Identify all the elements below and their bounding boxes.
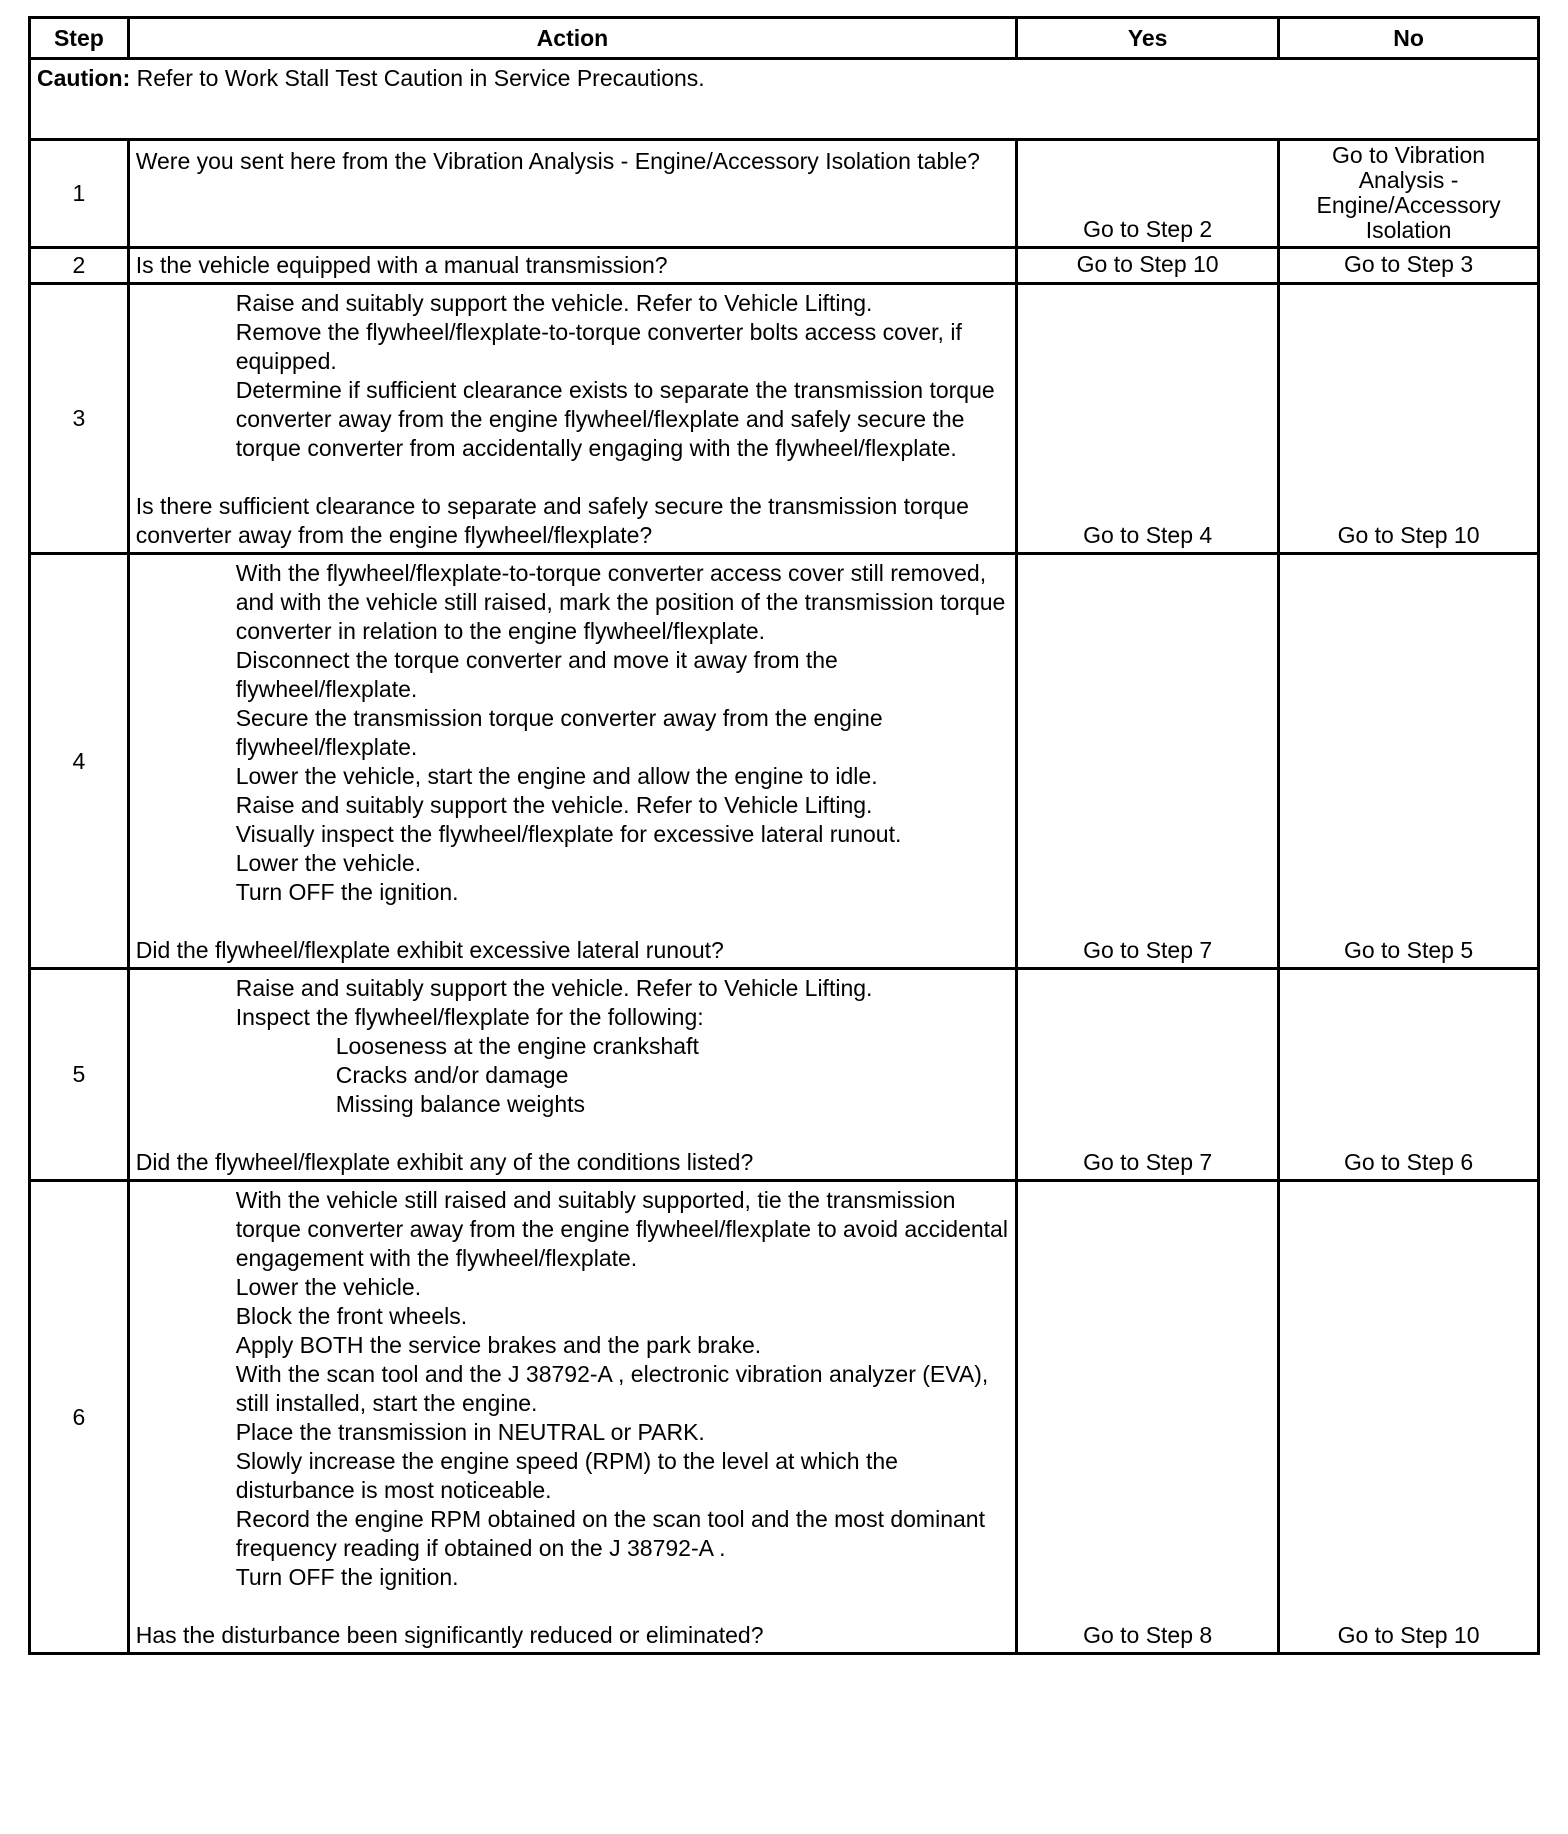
table-row (30, 284, 1539, 554)
instruction: Determine if sufficient clearance exists to separate the transmission torque converter away from the engine flywheel/flexplate and safely secure the torque converter from accidentally engaging with the flywheel/flexplate. (235, 377, 1002, 461)
header-no: No (1279, 18, 1539, 59)
no-link[interactable]: Go to Step 5 (1279, 554, 1539, 969)
step-number: 4 (30, 554, 129, 969)
step-number: 5 (30, 969, 129, 1181)
no-link[interactable]: Go to Step 3 (1279, 248, 1539, 284)
instruction: With the scan tool and the J 38792-A , electronic vibration analyzer (EVA), still installed, start the engine. (235, 1361, 995, 1416)
instruction: Lower the vehicle. (235, 1274, 422, 1300)
yes-link[interactable]: Go to Step 8 (1017, 1181, 1279, 1654)
instruction: Raise and suitably support the vehicle. Refer to Vehicle Lifting. (235, 975, 873, 1001)
instruction: Visually inspect the flywheel/flexplate for excessive lateral runout. (235, 821, 902, 847)
table-row (30, 140, 1539, 248)
header-yes: Yes (1017, 18, 1279, 59)
instruction: Apply BOTH the service brakes and the park brake. (235, 1332, 762, 1358)
caution-text: Refer to Work Stall Test Caution in Service Precautions. (130, 65, 705, 91)
no-link[interactable]: Go to Step 6 (1279, 969, 1539, 1181)
yes-link[interactable]: Go to Step 4 (1017, 284, 1279, 554)
table-row (30, 969, 1539, 1181)
question-text: Has the disturbance been significantly reduced or eliminated? (135, 1622, 764, 1648)
instruction: Inspect the flywheel/flexplate for the following: (235, 1004, 704, 1030)
table-row (30, 1181, 1539, 1654)
instruction: Disconnect the torque converter and move it away from the flywheel/flexplate. (235, 647, 845, 702)
table-row (30, 554, 1539, 969)
instruction: With the vehicle still raised and suitably supported, tie the transmission torque converter away from the engine flywheel/flexplate to avoid accidental engagement with the flywheel/flexplate. (235, 1187, 1015, 1271)
action-cell (128, 140, 1016, 248)
instruction: Remove the flywheel/flexplate-to-torque converter bolts access cover, if equipped. (235, 319, 969, 374)
action-cell (128, 248, 1016, 284)
instruction: Record the engine RPM obtained on the scan tool and the most dominant frequency reading if obtained on the J 38792-A . (235, 1506, 992, 1561)
caution-row (30, 59, 1539, 140)
question-text: Is there sufficient clearance to separate and safely secure the transmission torque converter away from the engine flywheel/flexplate? (135, 493, 969, 548)
instruction: With the flywheel/flexplate-to-torque converter access cover still removed, and with the vehicle still raised, mark the position of the transmission torque converter in relation to the engine flywheel/flexplate. (235, 560, 1012, 644)
yes-link[interactable]: Go to Step 10 (1017, 248, 1279, 284)
question-text: Were you sent here from the Vibration Analysis - Engine/Accessory Isolation table? (135, 148, 980, 174)
instruction: Turn OFF the ignition. (235, 1564, 459, 1590)
step-number: 6 (30, 1181, 129, 1654)
sub-item: Cracks and/or damage (335, 1062, 569, 1088)
action-cell (128, 554, 1016, 969)
instruction: Slowly increase the engine speed (RPM) to the level at which the disturbance is most noticeable. (235, 1448, 905, 1503)
no-link[interactable]: Go to Vibration Analysis - Engine/Accessory Isolation (1279, 140, 1539, 248)
question-text: Did the flywheel/flexplate exhibit any of the conditions listed? (135, 1149, 754, 1175)
action-cell (128, 969, 1016, 1181)
instruction: Turn OFF the ignition. (235, 879, 459, 905)
action-cell (128, 1181, 1016, 1654)
yes-link[interactable]: Go to Step 2 (1017, 140, 1279, 248)
instruction: Raise and suitably support the vehicle. Refer to Vehicle Lifting. (235, 792, 873, 818)
question-text: Is the vehicle equipped with a manual transmission? (135, 252, 668, 278)
caution-cell (30, 59, 1539, 140)
no-link[interactable]: Go to Step 10 (1279, 284, 1539, 554)
sub-item: Missing balance weights (335, 1091, 586, 1117)
header-step: Step (30, 18, 129, 59)
instruction: Place the transmission in NEUTRAL or PARK. (235, 1419, 705, 1445)
action-cell (128, 284, 1016, 554)
instruction: Secure the transmission torque converter away from the engine flywheel/flexplate. (235, 705, 889, 760)
instruction: Lower the vehicle, start the engine and allow the engine to idle. (235, 763, 878, 789)
step-number: 3 (30, 284, 129, 554)
table-row (30, 248, 1539, 284)
step-number: 2 (30, 248, 129, 284)
step-number: 1 (30, 140, 129, 248)
yes-link[interactable]: Go to Step 7 (1017, 969, 1279, 1181)
instruction: Lower the vehicle. (235, 850, 422, 876)
header-row (30, 18, 1539, 59)
instruction: Raise and suitably support the vehicle. Refer to Vehicle Lifting. (235, 290, 873, 316)
question-text: Did the flywheel/flexplate exhibit excessive lateral runout? (135, 937, 724, 963)
header-action: Action (128, 18, 1016, 59)
caution-label: Caution: (37, 65, 131, 91)
instruction: Block the front wheels. (235, 1303, 468, 1329)
sub-item: Looseness at the engine crankshaft (335, 1033, 699, 1059)
yes-link[interactable]: Go to Step 7 (1017, 554, 1279, 969)
no-link[interactable]: Go to Step 10 (1279, 1181, 1539, 1654)
diagnostic-table (28, 16, 1540, 1655)
